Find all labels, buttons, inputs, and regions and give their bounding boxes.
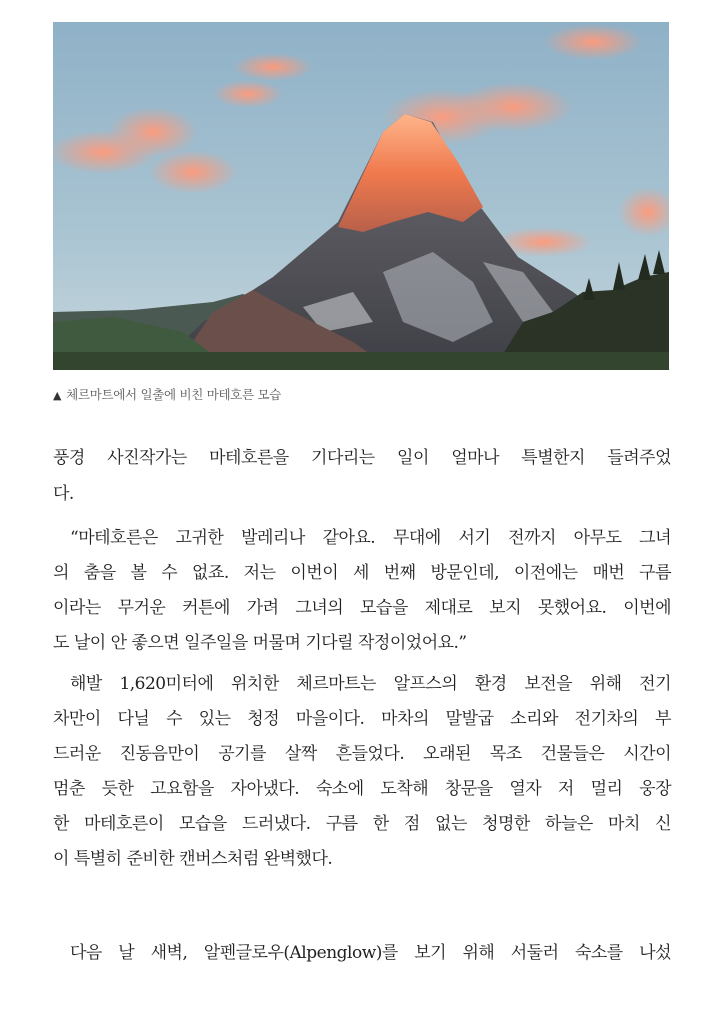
article-line: 의 춤을 볼 수 없죠. 저는 이번이 세 번째 방문인데, 이전에는 매번 구름 xyxy=(53,563,671,583)
triangle-marker-icon: ▲ xyxy=(53,389,62,402)
article-line: 다. xyxy=(53,484,74,504)
article-line: 다음 날 새벽, 알펜글로우(Alpenglow)를 보기 위해 서둘러 숙소를 나섰 xyxy=(70,943,671,963)
article-line: 해발 1,620미터에 위치한 체르마트는 알프스의 환경 보전을 위해 전기 xyxy=(70,674,671,694)
article-line: 도 날이 안 좋으면 일주일을 머물며 기다릴 작정이었어요.” xyxy=(53,633,467,653)
article-line: 풍경 사진작가는 마테호른을 기다리는 일이 얼마나 특별한지 들려주었 xyxy=(53,448,671,468)
article-line: 이 특별히 준비한 캔버스처럼 완벽했다. xyxy=(53,849,333,869)
article-line: 이라는 무거운 커튼에 가려 그녀의 모습을 제대로 보지 못했어요. 이번에 xyxy=(53,598,671,618)
matterhorn-photo xyxy=(53,22,669,370)
article-line: 한 마테호른이 모습을 드러냈다. 구름 한 점 없는 청명한 하늘은 마치 신 xyxy=(53,814,671,834)
matterhorn-sunrise-icon xyxy=(53,22,669,370)
caption-text: 체르마트에서 일출에 비친 마테호른 모습 xyxy=(66,387,282,402)
article-line: 멈춘 듯한 고요함을 자아냈다. 숙소에 도착해 창문을 열자 저 멀리 웅장 xyxy=(53,779,671,799)
article-line: 차만이 다닐 수 있는 청정 마을이다. 마차의 말발굽 소리와 전기차의 부 xyxy=(53,709,671,729)
photo-caption xyxy=(53,385,281,403)
article-line: 드러운 진동음만이 공기를 살짝 흔들었다. 오래된 목조 건물들은 시간이 xyxy=(53,744,671,764)
article-line: “마테호른은 고귀한 발레리나 같아요. 무대에 서기 전까지 아무도 그녀 xyxy=(70,528,671,548)
